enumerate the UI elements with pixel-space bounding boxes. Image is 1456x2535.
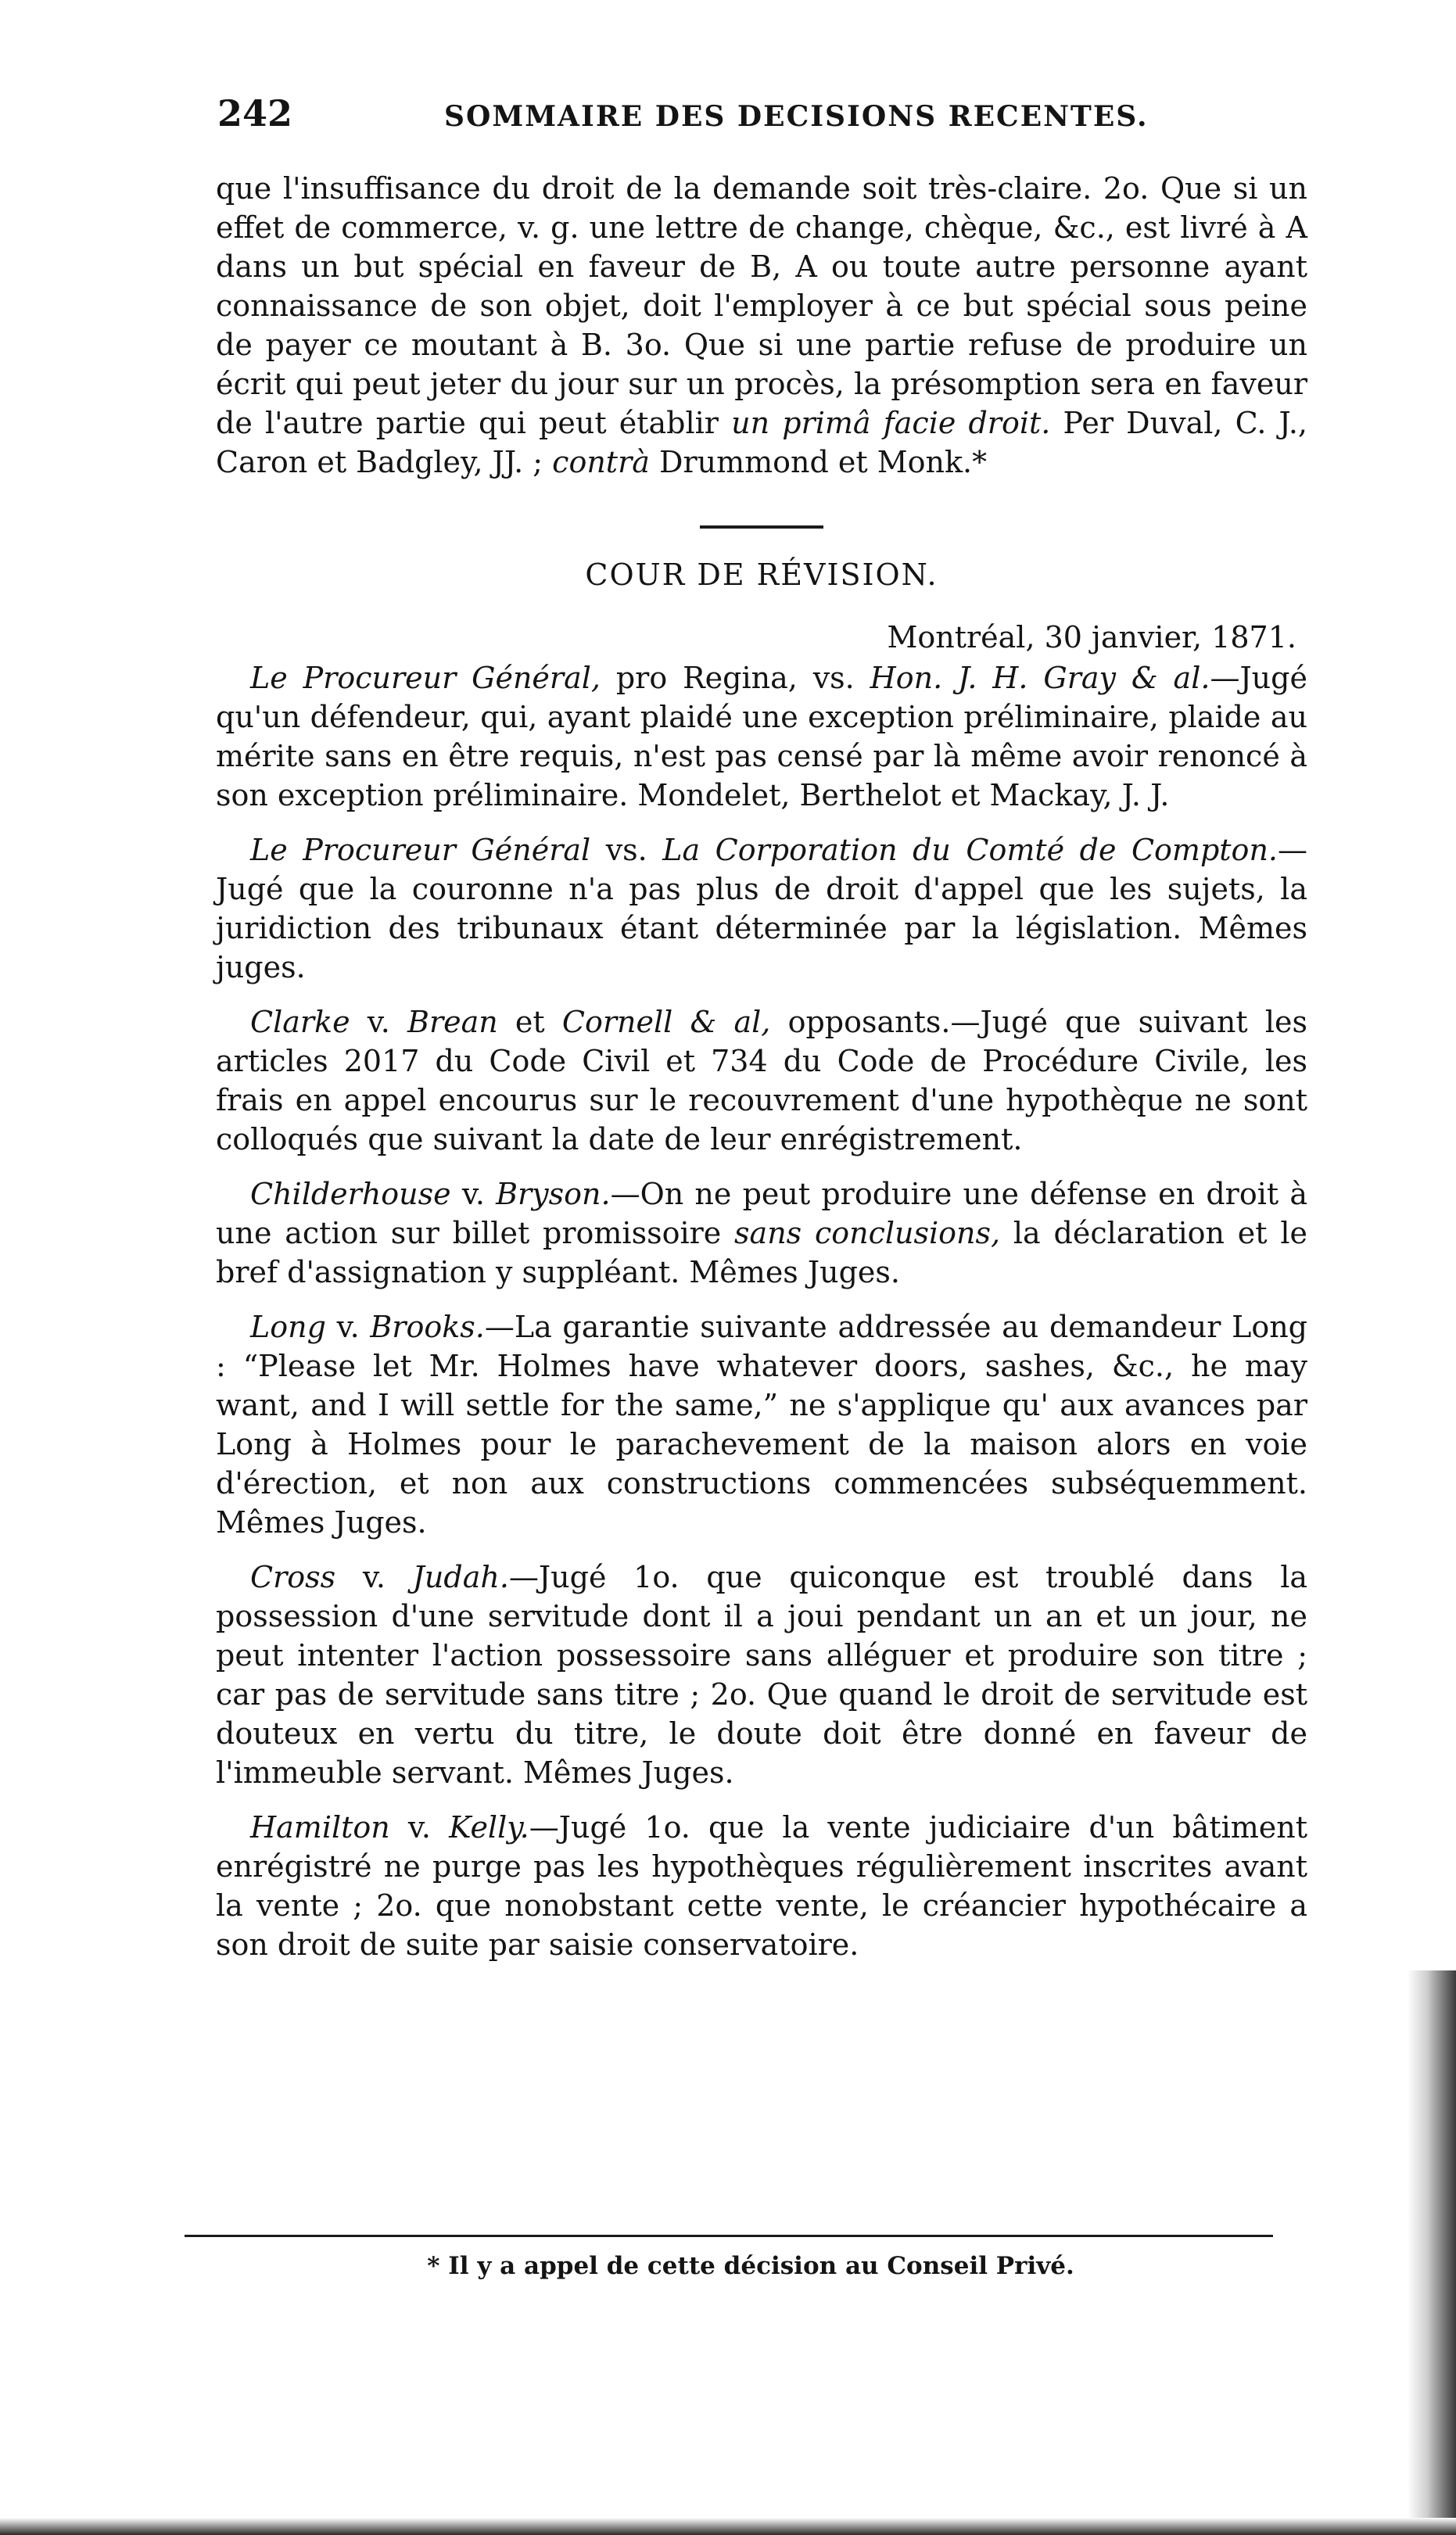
case-entry	[216, 658, 1307, 815]
case-entry	[216, 1174, 1307, 1292]
case-summary: —Jugé 1o. que la vente judiciaire d'un bâtiment enrégistré ne purge pas les hypothèques régulièrement inscrites avant la vente ; 2o. que nonobstant cette vente, le créancier hypothécaire a son droit de suite par saisie conservatoire.	[216, 1810, 1307, 1962]
case-text: et	[497, 1005, 562, 1039]
footnote-rule	[185, 2235, 1273, 2237]
scan-bottom-edge	[0, 2518, 1456, 2535]
case-party: Brean	[407, 1005, 498, 1039]
case-name: Clarke	[250, 1005, 350, 1039]
case-party: Brooks.	[370, 1310, 485, 1344]
case-text: v.	[389, 1810, 450, 1845]
case-party: La Corporation du Comté de Compton.	[662, 833, 1278, 867]
case-text: pro Regina, vs.	[600, 661, 870, 695]
case-summary: —Jugé 1o. que quiconque est troublé dans la possession d'une servitude dont il a joui pendant un an et un jour, ne peut intenter l'action possessoire sans alléguer et produire son titre ; car pas de servitude sans titre ; 2o. Que quand le droit de servitude est douteux en vertu du titre, le doute doit être donné en faveur de l'immeuble servant. Mêmes Juges.	[216, 1560, 1308, 1790]
page-number: 242	[217, 92, 293, 134]
case-name: Long	[250, 1310, 326, 1344]
case-party: Bryson.	[496, 1177, 611, 1211]
dateline: Montréal, 30 janvier, 1871.	[887, 620, 1296, 654]
case-party: Kelly.	[449, 1810, 529, 1845]
case-summary: —Jugé qu'un défendeur, qui, ayant plaidé une exception préliminaire, plaide au mérite sans en être requis, n'est pas censé par là même avoir renoncé à son exception préliminaire. Mondelet, Berthelot et Mackay, J. J.	[216, 661, 1307, 812]
case-entry	[216, 830, 1307, 987]
case-summary-end: la déclaration et le bref d'assignation y suppléant. Mêmes Juges.	[216, 1216, 1307, 1289]
section-divider	[700, 525, 823, 529]
intro-text: que l'insuffisance du droit de la demande soit très-claire. 2o. Que si un effet de commerce, v. g. une lettre de change, chèque, &c., est livré à A dans un but spécial en faveur de B, A ou toute autre personne ayant connaissance de son objet, doit l'employer à ce but spécial sous peine de payer ce moutant à B. 3o. Que si une partie refuse de produire un écrit qui peut jeter du jour sur un procès, la présomption sera en faveur de l'autre partie qui peut établir	[216, 171, 1307, 440]
intro-italic: un primâ facie droit.	[731, 406, 1051, 440]
case-party: Cornell & al,	[561, 1005, 771, 1039]
case-summary: —On ne peut produire une défense en droit à une action sur billet promissoire	[216, 1177, 1307, 1250]
case-entry	[216, 1558, 1307, 1792]
case-text: v.	[450, 1177, 497, 1211]
case-text: v.	[350, 1005, 408, 1039]
footnote: * Il y a appel de cette décision au Conseil Privé.	[427, 2252, 1074, 2280]
case-summary: —La garantie suivante addressée au demandeur Long : “Please let Mr. Holmes have whatever doors, sashes, &c., he may want, and I will settle for the same,” ne s'applique qu' aux avances par Long à Holmes pour le parachevement de la maison alors en voie d'érection, et non aux constructions commencées subséquemment. Mêmes Juges.	[216, 1310, 1307, 1540]
case-text: v.	[335, 1560, 413, 1594]
case-name: Hamilton	[250, 1810, 390, 1845]
intro-text-b: Per Duval, C. J., Caron et Badgley, JJ. ;	[216, 406, 1307, 479]
case-entry	[216, 1002, 1307, 1159]
running-head: SOMMAIRE DES DECISIONS RECENTES.	[444, 100, 1149, 133]
intro-paragraph	[216, 169, 1307, 482]
case-party: Hon. J. H. Gray & al.	[870, 661, 1210, 695]
scan-edge-shadow	[1408, 1970, 1456, 2535]
case-name: Le Procureur Général	[250, 833, 591, 867]
case-text: v.	[325, 1310, 371, 1344]
case-name: Childerhouse	[250, 1177, 451, 1211]
case-summary: —Jugé que la couronne n'a pas plus de droit d'appel que les sujets, la juridiction des tribunaux étant déterminée par la législation. Mêmes juges.	[216, 833, 1307, 984]
case-party: Judah.	[412, 1560, 509, 1594]
section-title: COUR DE RÉVISION.	[585, 558, 938, 592]
intro-text-c: Drummond et Monk.*	[649, 445, 988, 479]
case-name: Cross	[250, 1560, 336, 1594]
case-italic-term: sans conclusions,	[734, 1216, 1001, 1250]
case-summary: opposants.—Jugé que suivant les articles 2017 du Code Civil et 734 du Code de Procédure Civile, les frais en appel encourus sur le recouvrement d'une hypothèque ne sont colloqués que suivant la date de leur enrégistrement.	[216, 1005, 1308, 1156]
case-text: vs.	[590, 833, 663, 867]
case-name: Le Procureur Général,	[250, 661, 601, 695]
case-entry	[216, 1307, 1307, 1542]
page-header	[217, 92, 1149, 147]
case-entry	[216, 1808, 1307, 1964]
intro-italic-contra: contrà	[552, 445, 650, 479]
page-body	[216, 169, 1307, 1980]
